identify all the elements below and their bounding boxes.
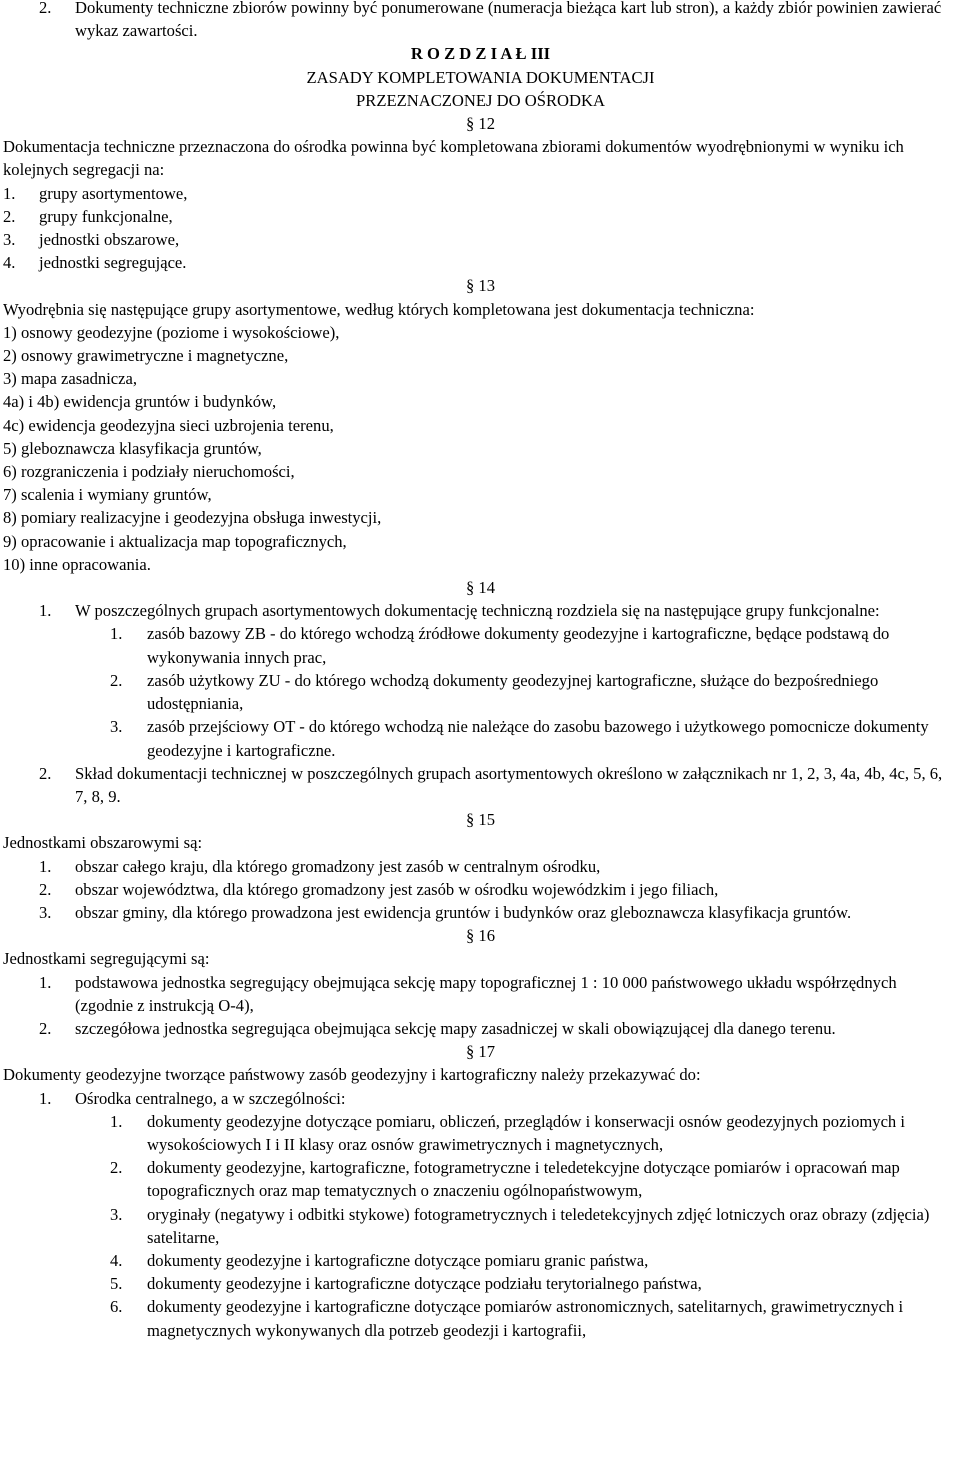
list-text: grupy asortymentowe, xyxy=(39,183,188,203)
list-item xyxy=(3,762,958,808)
intro-list-item xyxy=(3,0,958,42)
section-13-lead: Wyodrębnia się następujące grupy asortymentowe, według których kompletowana jest dokumentacja techniczna: xyxy=(3,299,755,319)
list-text: obszar województwa, dla którego gromadzony jest zasób w ośrodku wojewódzkim i jego filiach, xyxy=(75,879,719,899)
list-number: 2. xyxy=(39,0,52,17)
list-item xyxy=(3,901,958,924)
list-item xyxy=(3,1017,958,1040)
list-item: 4a) i 4b) ewidencja gruntów i budynków, xyxy=(3,392,277,412)
list-number: 3. xyxy=(110,1204,123,1224)
list-item: 9) opracowanie i aktualizacja map topograficznych, xyxy=(3,531,347,551)
list-number: 1. xyxy=(39,972,52,992)
section-12-list xyxy=(3,182,958,275)
list-text: W poszczególnych grupach asortymentowych dokumentację techniczną rozdziela się na następujące grupy funkcjonalne: xyxy=(75,601,880,621)
sub-list-item xyxy=(3,1272,958,1295)
sub-list-item xyxy=(3,1249,958,1272)
section-heading-14: § 14 xyxy=(465,578,496,598)
section-17-lead: Dokumenty geodezyjne tworzące państwowy zasób geodezyjny i kartograficzny należy przekazywać do: xyxy=(3,1065,701,1085)
list-item: 10) inne opracowania. xyxy=(3,554,151,574)
section-heading-13: § 13 xyxy=(465,276,496,296)
section-heading-16: § 16 xyxy=(465,926,496,946)
sub-list-item xyxy=(3,1110,958,1156)
list-text: Dokumenty techniczne zbiorów powinny być ponumerowane (numeracja bieżąca kart lub stron), a każdy zbiór powinien zawierać wykaz zawartości. xyxy=(75,0,942,41)
list-item: 2) osnowy grawimetryczne i magnetyczne, xyxy=(3,346,289,366)
list-text: oryginały (negatywy i odbitki stykowe) fotogrametrycznych i teledetekcyjnych zdjęć lotniczych oraz obrazy (zdjęcia) satelitarne, xyxy=(147,1204,930,1247)
list-number: 2. xyxy=(39,879,52,899)
list-number: 1. xyxy=(39,856,52,876)
list-number: 1. xyxy=(39,1088,52,1108)
list-text: podstawowa jednostka segregujący obejmująca sekcję mapy topograficznej 1 : 10 000 państwowego układu współrzędnych (zgodnie z instrukcją O-4), xyxy=(75,972,897,1015)
list-item xyxy=(3,855,958,878)
list-number: 2. xyxy=(39,763,52,783)
list-number: 2. xyxy=(110,670,123,690)
list-number: 5. xyxy=(110,1274,123,1294)
list-item xyxy=(3,228,958,251)
list-text: jednostki segregujące. xyxy=(39,253,187,273)
list-text: dokumenty geodezyjne, kartograficzne, fotogrametryczne i teledetekcyjne dotyczące pomiarów i opracowań map topograficznych oraz map tematycznych o znaczeniu ogólnopaństwowym, xyxy=(147,1158,900,1201)
sub-list-item xyxy=(3,715,958,761)
list-number: 1. xyxy=(39,601,52,621)
list-item: 4c) ewidencja geodezyjna sieci uzbrojenia terenu, xyxy=(3,415,334,435)
list-text: szczegółowa jednostka segregująca obejmująca sekcję mapy zasadniczej w skali obowiązującej dla danego terenu. xyxy=(75,1018,836,1038)
list-text: dokumenty geodezyjne i kartograficzne dotyczące podziału terytorialnego państwa, xyxy=(147,1274,702,1294)
sub-list-item xyxy=(3,1203,958,1249)
list-number: 3. xyxy=(39,902,52,922)
list-number: 1. xyxy=(110,624,123,644)
list-item: 6) rozgraniczenia i podziały nieruchomości, xyxy=(3,462,295,482)
sub-list-item xyxy=(3,669,958,715)
list-item: 5) gleboznawcza klasyfikacja gruntów, xyxy=(3,438,262,458)
list-number: 6. xyxy=(110,1297,123,1317)
list-item xyxy=(3,182,958,205)
list-item: 1) osnowy geodezyjne (poziome i wysokościowe), xyxy=(3,322,340,342)
list-number: 3. xyxy=(3,230,16,250)
list-text: obszar całego kraju, dla którego gromadzony jest zasób w centralnym ośrodku, xyxy=(75,856,601,876)
list-text: obszar gminy, dla którego prowadzona jest ewidencja gruntów i budynków oraz gleboznawcza klasyfikacja gruntów. xyxy=(75,902,852,922)
section-heading-17: § 17 xyxy=(465,1042,496,1062)
sub-list-item xyxy=(3,622,958,668)
list-number: 2. xyxy=(39,1018,52,1038)
list-text: grupy funkcjonalne, xyxy=(39,206,173,226)
list-item: 3) mapa zasadnicza, xyxy=(3,369,138,389)
list-item xyxy=(3,599,958,622)
section-15-lead: Jednostkami obszarowymi są: xyxy=(3,833,203,853)
list-text: jednostki obszarowe, xyxy=(39,230,180,250)
list-text: Skład dokumentacji technicznej w poszczególnych grupach asortymentowych określono w załącznikach nr 1, 2, 3, 4a, 4b, 4c, 5, 6, 7, 8, 9. xyxy=(75,763,943,806)
sub-list-item xyxy=(3,1295,958,1341)
list-text: dokumenty geodezyjne dotyczące pomiaru, obliczeń, przeglądów i konserwacji osnów geodezyjnych poziomych i wysokościowych I i II klasy oraz osnów grawimetrycznych i magnetycznych, xyxy=(147,1111,905,1154)
list-number: 1. xyxy=(110,1111,123,1131)
document-page xyxy=(3,0,958,1342)
list-number: 3. xyxy=(110,717,123,737)
chapter-title-line-1: ZASADY KOMPLETOWANIA DOKUMENTACJI xyxy=(306,67,655,87)
list-text: zasób użytkowy ZU - do którego wchodzą dokumenty geodezyjnej kartograficzne, służące do bezpośredniego udostępniania, xyxy=(147,670,879,714)
list-item: 8) pomiary realizacyjne i geodezyjna obsługa inwestycji, xyxy=(3,508,382,528)
list-item xyxy=(3,878,958,901)
list-text: zasób przejściowy OT - do którego wchodzą nie należące do zasobu bazowego i użytkowego pomocnicze dokumenty geodezyjne i kartograficzne. xyxy=(147,717,929,760)
list-text: dokumenty geodezyjne i kartograficzne dotyczące pomiaru granic państwa, xyxy=(147,1250,649,1270)
list-item xyxy=(3,971,958,1017)
list-number: 2. xyxy=(3,206,16,226)
chapter-label: R O Z D Z I A Ł III xyxy=(410,44,551,64)
list-text: dokumenty geodezyjne i kartograficzne dotyczące pomiarów astronomicznych, satelitarnych, grawimetrycznych i magnetycznych wykonywanych dla potrzeb geodezji i kartografii, xyxy=(147,1297,904,1340)
sub-list-item xyxy=(3,1156,958,1202)
list-number: 4. xyxy=(3,253,16,273)
list-item: 7) scalenia i wymiany gruntów, xyxy=(3,485,212,505)
list-item xyxy=(3,1087,958,1110)
chapter-title-line-2: PRZEZNACZONEJ DO OŚRODKA xyxy=(356,90,605,110)
section-heading-12: § 12 xyxy=(465,114,496,134)
list-text: zasób bazowy ZB - do którego wchodzą źródłowe dokumenty geodezyjne i kartograficzne, będące podstawą do wykonywania innych prac, xyxy=(147,624,890,667)
list-item xyxy=(3,205,958,228)
list-number: 2. xyxy=(110,1158,123,1178)
section-12-lead: Dokumentacja techniczne przeznaczona do ośrodka powinna być kompletowana zbiorami dokumentów wyodrębnionymi w wyniku ich kolejnych segregacji na: xyxy=(3,137,904,180)
section-16-lead: Jednostkami segregującymi są: xyxy=(3,949,210,969)
section-heading-15: § 15 xyxy=(465,810,496,830)
list-number: 4. xyxy=(110,1250,123,1270)
list-item xyxy=(3,251,958,274)
list-text: Ośrodka centralnego, a w szczególności: xyxy=(75,1088,346,1108)
list-number: 1. xyxy=(3,183,16,203)
section-13-list xyxy=(3,321,958,576)
